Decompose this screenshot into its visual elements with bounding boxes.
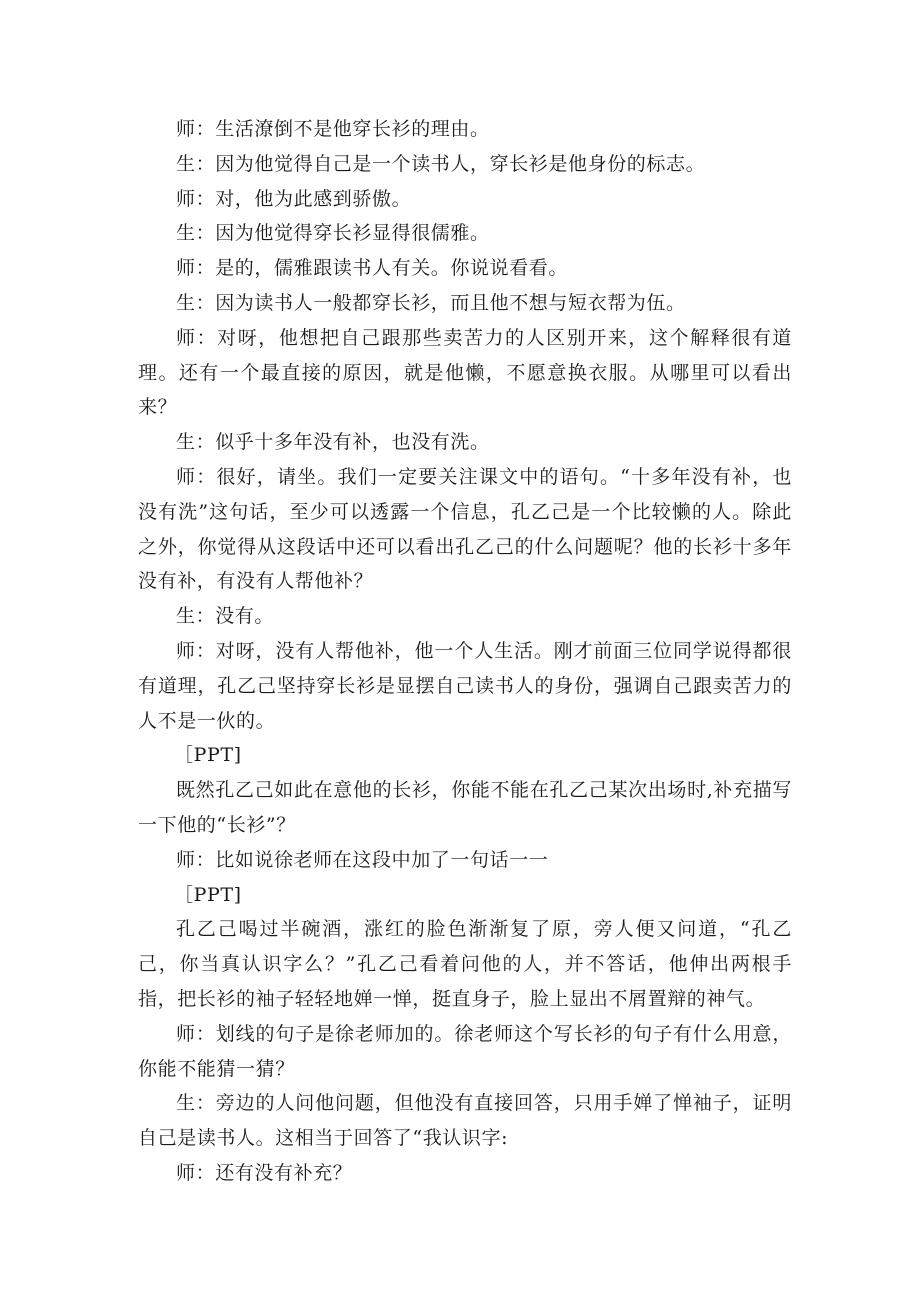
paragraph-teacher-5: 师：很好，请坐。我们一定要关注课文中的语句。“十多年没有补，也没有洗”这句话，至少可以透露一个信息，孔乙己是一个比较懒的人。除此之外，你觉得从这段话中还可以看出孔乙己的什么问题呢？他的长衫十多年没有补，有没有人帮他补？ xyxy=(138,465,792,593)
paragraph-student-4: 生：似乎十多年没有补，也没有洗。 xyxy=(176,431,490,454)
paragraph-teacher-8: 师：划线的句子是徐老师加的。徐老师这个写长衫的句子有什么用意，你能不能猜一猜？ xyxy=(138,1022,792,1080)
paragraph-student-6: 生：旁边的人问他问题，但他没有直接回答，只用手婵了惮袖子，证明自己是读书人。这相当于回答了“我认识字: xyxy=(138,1092,792,1150)
paragraph-ppt-prompt: 既然孔乙己如此在意他的长衫，你能不能在孔乙己某次出场时,补充描写一下他的“长衫”？ xyxy=(138,779,792,836)
paragraph-ppt-excerpt: 孔乙己喝过半碗酒，涨红的脸色渐渐复了原，旁人便又问道，“孔乙己，你当真认识字么？”孔乙己看着问他的人，并不答话，他伸出两根手指，把长衫的袖子轻轻地婵一惮，挺直身子，脸上显出不屑置辩的神气。 xyxy=(138,918,792,1010)
ppt-label-1: ［PPT] xyxy=(174,744,242,767)
paragraph-teacher-3: 师：是的，儒雅跟读书人有关。你说说看看。 xyxy=(176,257,569,280)
paragraph-teacher-4: 师：对呀，他想把自己跟那些卖苦力的人区别开来，这个解释很有道理。还有一个最直接的原因，就是他懒，不愿意换衣服。从哪里可以看出来？ xyxy=(138,326,792,419)
paragraph-student-5: 生：没有。 xyxy=(176,605,275,628)
document-body xyxy=(138,112,792,1191)
paragraph-teacher-1: 师：生活潦倒不是他穿长衫的理由。 xyxy=(176,118,490,140)
ppt-label-2: ［PPT] xyxy=(174,883,242,906)
paragraph-student-1: 生：因为他觉得自己是一个读书人，穿长衫是他身份的标志。 xyxy=(176,152,706,175)
paragraph-student-3: 生：因为读书人一般都穿长衫，而且他不想与短衣帮为伍。 xyxy=(176,291,686,314)
paragraph-teacher-9: 师：还有没有补充？ xyxy=(176,1161,353,1184)
paragraph-teacher-2: 师：对，他为此感到骄傲。 xyxy=(176,187,412,210)
paragraph-teacher-6: 师：对呀，没有人帮他补，他一个人生活。刚才前面三位同学说得都很有道理，孔乙己坚持穿长衫是显摆自己读书人的身份，强调自己跟卖苦力的人不是一伙的。 xyxy=(138,639,792,732)
paragraph-student-2: 生：因为他觉得穿长衫显得很儒雅。 xyxy=(176,222,490,245)
paragraph-teacher-7: 师：比如说徐老师在这段中加了一句话一一 xyxy=(176,848,549,871)
